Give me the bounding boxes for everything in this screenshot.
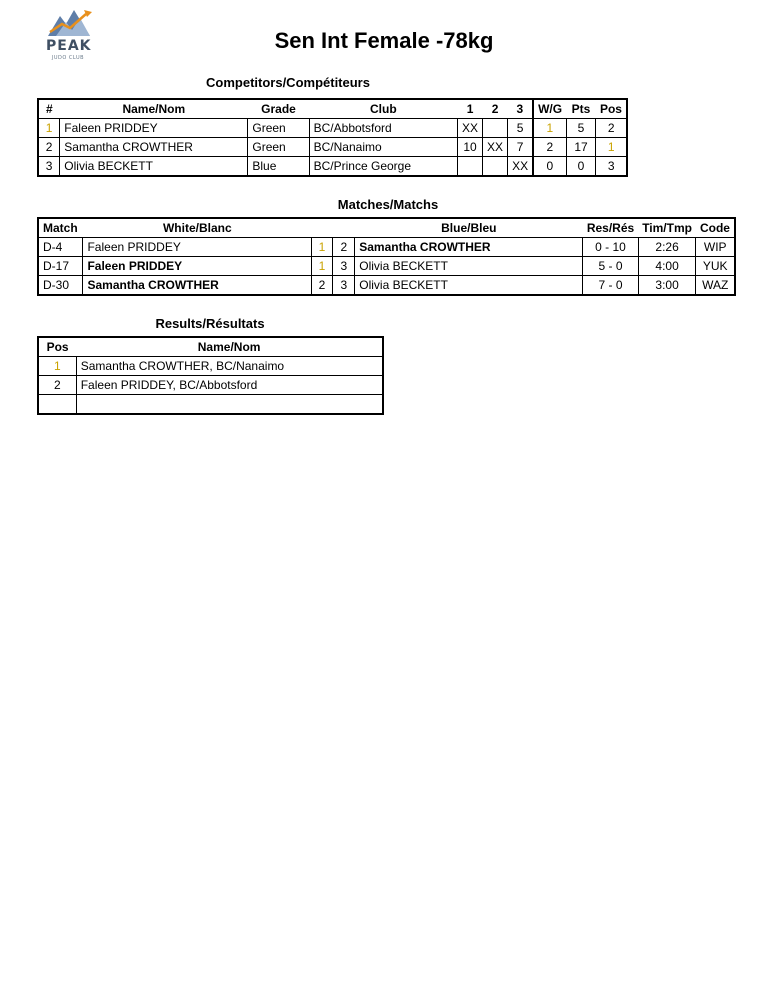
points: 0	[566, 157, 596, 177]
result-name: Samantha CROWTHER, BC/Nanaimo	[76, 357, 383, 376]
table-row	[38, 257, 735, 276]
match-time: 2:26	[638, 238, 696, 257]
table-row	[38, 138, 627, 157]
competitor-grade: Blue	[248, 157, 309, 177]
results-header-row	[38, 337, 383, 357]
position: 1	[596, 138, 627, 157]
wins: 1	[533, 119, 566, 138]
white-number: 2	[311, 276, 333, 296]
page-title: Sen Int Female -78kg	[274, 28, 494, 53]
blue-number: 2	[333, 238, 355, 257]
blue-competitor: Olivia BECKETT	[355, 276, 583, 296]
col-time: Tim/Tmp	[638, 218, 696, 238]
blue-competitor: Samantha CROWTHER	[355, 238, 583, 257]
points: 17	[566, 138, 596, 157]
result-position: 1	[38, 357, 76, 376]
competitor-number: 1	[38, 119, 60, 138]
col-match: Match	[38, 218, 83, 238]
competitors-header-row	[38, 99, 627, 119]
table-row	[38, 238, 735, 257]
white-number: 1	[311, 238, 333, 257]
white-competitor: Faleen PRIDDEY	[83, 238, 311, 257]
col-blue: Blue/Bleu	[355, 218, 583, 238]
round-2-score	[483, 157, 508, 177]
col-num: #	[38, 99, 60, 119]
match-code: WIP	[696, 238, 735, 257]
table-row	[38, 276, 735, 296]
result-position: 2	[38, 376, 76, 395]
col-name: Name/Nom	[76, 337, 383, 357]
match-code: WAZ	[696, 276, 735, 296]
match-code: YUK	[696, 257, 735, 276]
col-pos: Pos	[596, 99, 627, 119]
white-competitor: Samantha CROWTHER	[83, 276, 311, 296]
white-competitor: Faleen PRIDDEY	[83, 257, 311, 276]
col-result: Res/Rés	[583, 218, 638, 238]
competitor-club: BC/Nanaimo	[309, 138, 457, 157]
round-2-score: XX	[483, 138, 508, 157]
col-round-2: 2	[483, 99, 508, 119]
round-1-score	[458, 157, 483, 177]
points: 5	[566, 119, 596, 138]
competitor-name: Samantha CROWTHER	[60, 138, 248, 157]
matches-header-row	[38, 218, 735, 238]
col-code: Code	[696, 218, 735, 238]
logo-text: PEAK	[46, 38, 92, 54]
blue-number: 3	[333, 276, 355, 296]
col-club: Club	[309, 99, 457, 119]
match-result: 5 - 0	[583, 257, 638, 276]
wins: 2	[533, 138, 566, 157]
competitor-club: BC/Prince George	[309, 157, 457, 177]
result-name	[76, 395, 383, 415]
match-result: 0 - 10	[583, 238, 638, 257]
round-3-score: 5	[508, 119, 534, 138]
col-pos: Pos	[38, 337, 76, 357]
results-heading: Results/Résultats	[155, 316, 265, 331]
table-row	[38, 376, 383, 395]
round-3-score: XX	[508, 157, 534, 177]
table-row	[38, 119, 627, 138]
table-row	[38, 395, 383, 415]
round-1-score: 10	[458, 138, 483, 157]
competitor-name: Faleen PRIDDEY	[60, 119, 248, 138]
competitor-grade: Green	[248, 119, 309, 138]
blue-competitor: Olivia BECKETT	[355, 257, 583, 276]
col-grade: Grade	[248, 99, 309, 119]
col-white: White/Blanc	[83, 218, 355, 238]
round-1-score: XX	[458, 119, 483, 138]
competitor-club: BC/Abbotsford	[309, 119, 457, 138]
results-table	[37, 336, 384, 415]
col-name: Name/Nom	[60, 99, 248, 119]
position: 2	[596, 119, 627, 138]
competitors-heading: Competitors/Compétiteurs	[206, 75, 370, 90]
round-2-score	[483, 119, 508, 138]
competitor-grade: Green	[248, 138, 309, 157]
blue-number: 3	[333, 257, 355, 276]
table-row	[38, 157, 627, 177]
round-3-score: 7	[508, 138, 534, 157]
match-id: D-17	[38, 257, 83, 276]
col-wg: W/G	[533, 99, 566, 119]
position: 3	[596, 157, 627, 177]
result-position	[38, 395, 76, 415]
white-number: 1	[311, 257, 333, 276]
competitor-number: 3	[38, 157, 60, 177]
wins: 0	[533, 157, 566, 177]
table-row	[38, 357, 383, 376]
col-pts: Pts	[566, 99, 596, 119]
logo-subtext: JUDO CLUB	[51, 55, 85, 61]
competitors-table	[37, 98, 628, 177]
result-name: Faleen PRIDDEY, BC/Abbotsford	[76, 376, 383, 395]
competitor-name: Olivia BECKETT	[60, 157, 248, 177]
match-time: 4:00	[638, 257, 696, 276]
match-result: 7 - 0	[583, 276, 638, 296]
match-id: D-30	[38, 276, 83, 296]
match-id: D-4	[38, 238, 83, 257]
match-time: 3:00	[638, 276, 696, 296]
competitor-number: 2	[38, 138, 60, 157]
matches-heading: Matches/Matchs	[337, 197, 439, 212]
col-round-3: 3	[508, 99, 534, 119]
col-round-1: 1	[458, 99, 483, 119]
matches-table	[37, 217, 736, 296]
